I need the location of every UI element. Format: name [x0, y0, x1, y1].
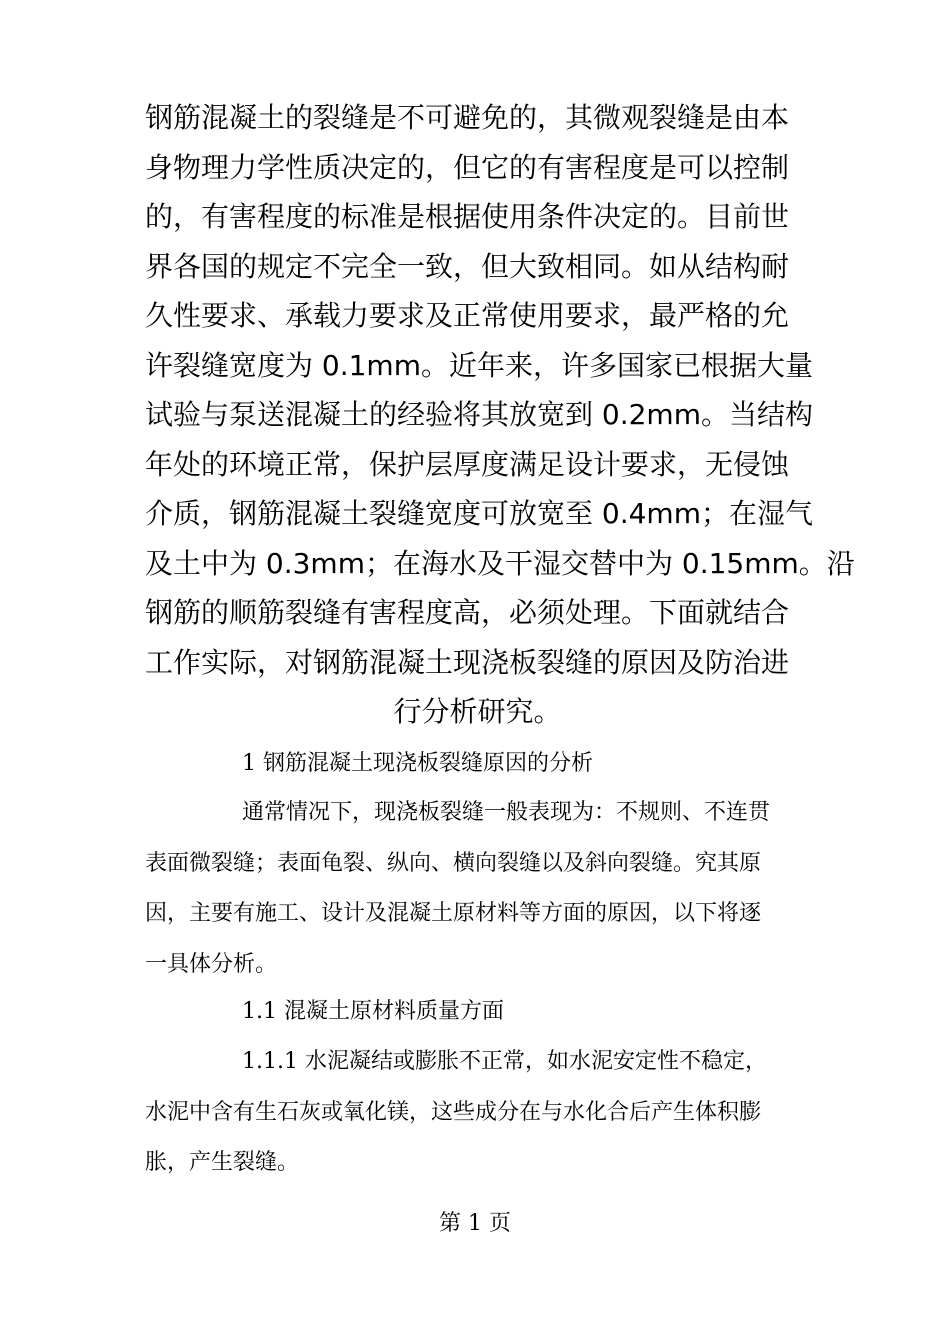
intro-line-9: 介质，钢筋混凝土裂缝宽度可放宽至 0.4mm；在湿气 [145, 497, 813, 530]
intro-line-10: 及土中为 0.3mm；在海水及干湿交替中为 0.15mm。沿 [145, 547, 855, 580]
section-heading-1: 1 钢筋混凝土现浇板裂缝原因的分析 [242, 751, 593, 776]
section-heading-1-1: 1.1 混凝土原材料质量方面 [242, 999, 504, 1024]
intro-line-6: 许裂缝宽度为 0.1mm。近年来，许多国家已根据大量 [145, 349, 813, 382]
intro-line-11: 钢筋的顺筋裂缝有害程度高，必须处理。下面就结合 [145, 596, 790, 629]
section1-para-line-1: 通常情况下，现浇板裂缝一般表现为：不规则、不连贯 [242, 800, 771, 825]
section1-para-line-4: 一具体分析。 [145, 952, 278, 977]
intro-line-13: 行分析研究。 [393, 695, 562, 728]
intro-line-7: 试验与泵送混凝土的经验将其放宽到 0.2mm。当结构 [145, 398, 813, 431]
intro-line-12: 工作实际，对钢筋混凝土现浇板裂缝的原因及防治进 [145, 646, 790, 679]
intro-line-5: 久性要求、承载力要求及正常使用要求，最严格的允 [145, 299, 790, 332]
section1-1-1-line-1: 1.1.1 水泥凝结或膨胀不正常，如水泥安定性不稳定， [242, 1049, 767, 1074]
section1-1-1-line-3: 胀，产生裂缝。 [145, 1150, 300, 1175]
section1-1-1-line-2: 水泥中含有生石灰或氧化镁，这些成分在与水化合后产生体积膨 [145, 1100, 762, 1125]
section1-para-line-2: 表面微裂缝；表面龟裂、纵向、横向裂缝以及斜向裂缝。究其原 [145, 851, 762, 876]
section1-para-line-3: 因，主要有施工、设计及混凝土原材料等方面的原因，以下将逐 [145, 901, 762, 926]
intro-line-4: 界各国的规定不完全一致，但大致相同。如从结构耐 [145, 250, 790, 283]
intro-line-8: 年处的环境正常，保护层厚度满足设计要求，无侵蚀 [145, 448, 790, 481]
intro-line-2: 身物理力学性质决定的，但它的有害程度是可以控制 [145, 151, 790, 184]
intro-line-3: 的，有害程度的标准是根据使用条件决定的。目前世 [145, 200, 790, 233]
intro-line-1: 钢筋混凝土的裂缝是不可避免的，其微观裂缝是由本 [145, 101, 790, 134]
page-number: 第 1 页 [439, 1211, 511, 1236]
